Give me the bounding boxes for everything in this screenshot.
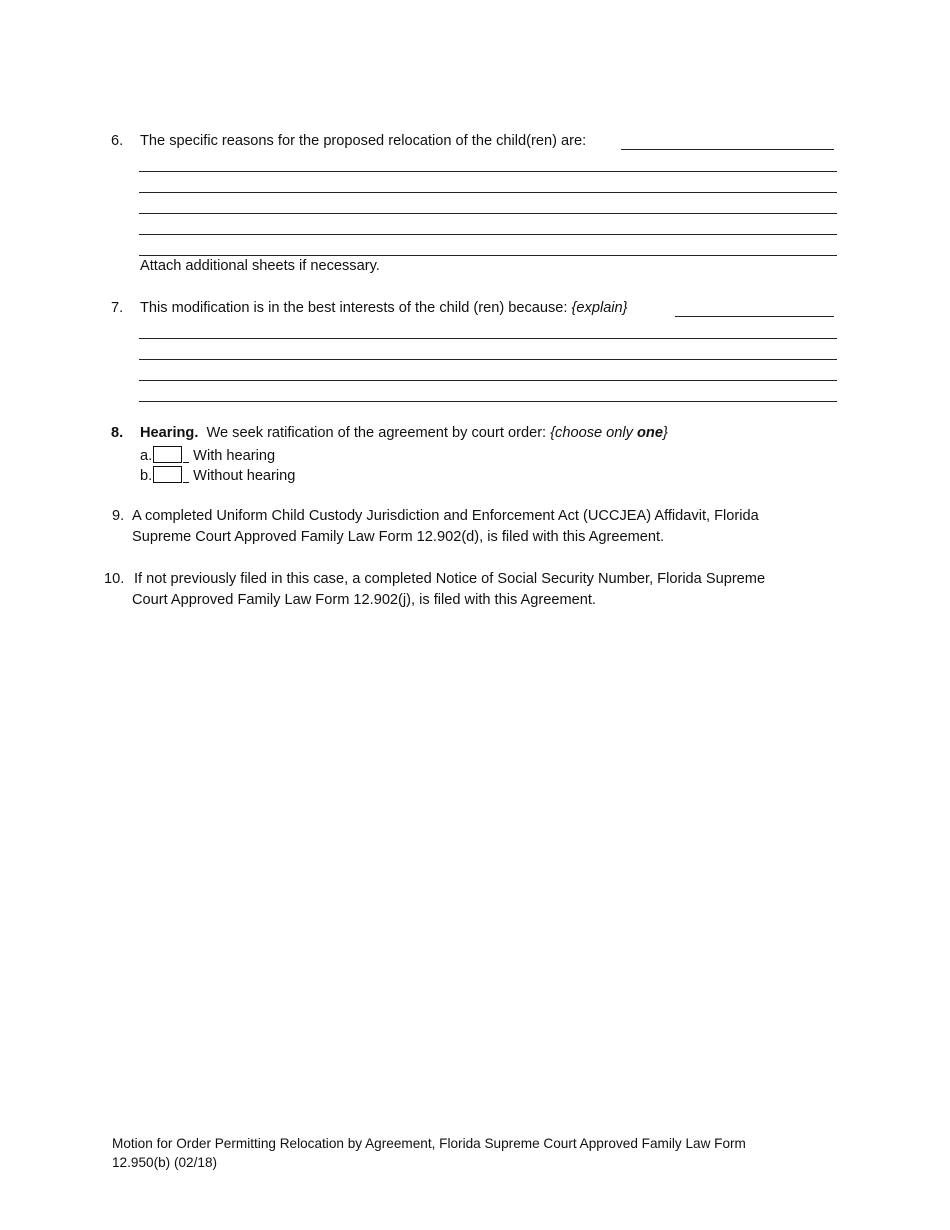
item-10-number: 10. — [104, 571, 125, 587]
option-label: Without hearing — [193, 468, 296, 484]
without-hearing-checkbox[interactable] — [153, 466, 182, 483]
item-6-answer-line[interactable] — [139, 192, 837, 193]
item-7-answer-line[interactable] — [675, 316, 834, 317]
item-7-text: This modification is in the best interests of the child (ren) because: — [140, 300, 568, 316]
item-7-hint: {explain} — [571, 300, 628, 316]
footer-line2: 12.950(b) (02/18) — [112, 1155, 218, 1170]
with-hearing-checkbox[interactable] — [153, 446, 182, 463]
option-letter: a. — [140, 448, 153, 464]
item-7-number: 7. — [111, 300, 124, 316]
item-10-line2: Court Approved Family Law Form 12.902(j), is filed with this Agreement. — [132, 592, 596, 608]
item-8-hint: {choose only one} — [550, 425, 668, 441]
footer-line1: Motion for Order Permitting Relocation by Agreement, Florida Supreme Court Approved Family Law Form — [112, 1136, 746, 1151]
item-6-number: 6. — [111, 133, 124, 149]
item-7-answer-line[interactable] — [139, 338, 837, 339]
item-6-text: The specific reasons for the proposed relocation of the child(ren) are: — [140, 133, 587, 149]
item-7-answer-line[interactable] — [139, 380, 837, 381]
option-letter: b. — [140, 468, 153, 484]
item-6-answer-line[interactable] — [139, 255, 837, 256]
item-7-answer-line[interactable] — [139, 359, 837, 360]
item-9-number: 9. — [112, 508, 125, 524]
option-without-hearing — [140, 466, 295, 484]
item-6-answer-line[interactable] — [139, 213, 837, 214]
item-9-line2: Supreme Court Approved Family Law Form 12.902(d), is filed with this Agreement. — [132, 529, 665, 545]
option-label: With hearing — [193, 448, 276, 464]
item-8-heading: Hearing. — [140, 425, 199, 441]
item-6-answer-line[interactable] — [621, 149, 834, 150]
option-with-hearing — [140, 446, 275, 464]
item-10-line1: If not previously filed in this case, a completed Notice of Social Security Number, Florida Supreme — [134, 571, 766, 587]
item-6-answer-line[interactable] — [139, 171, 837, 172]
item-6-note: Attach additional sheets if necessary. — [140, 258, 380, 274]
item-8-number: 8. — [111, 425, 124, 441]
item-6-answer-line[interactable] — [139, 234, 837, 235]
item-7-answer-line[interactable] — [139, 401, 837, 402]
item-9-line1: A completed Uniform Child Custody Jurisdiction and Enforcement Act (UCCJEA) Affidavit, Florida — [132, 508, 759, 524]
item-8-text: We seek ratification of the agreement by court order: — [206, 425, 547, 441]
